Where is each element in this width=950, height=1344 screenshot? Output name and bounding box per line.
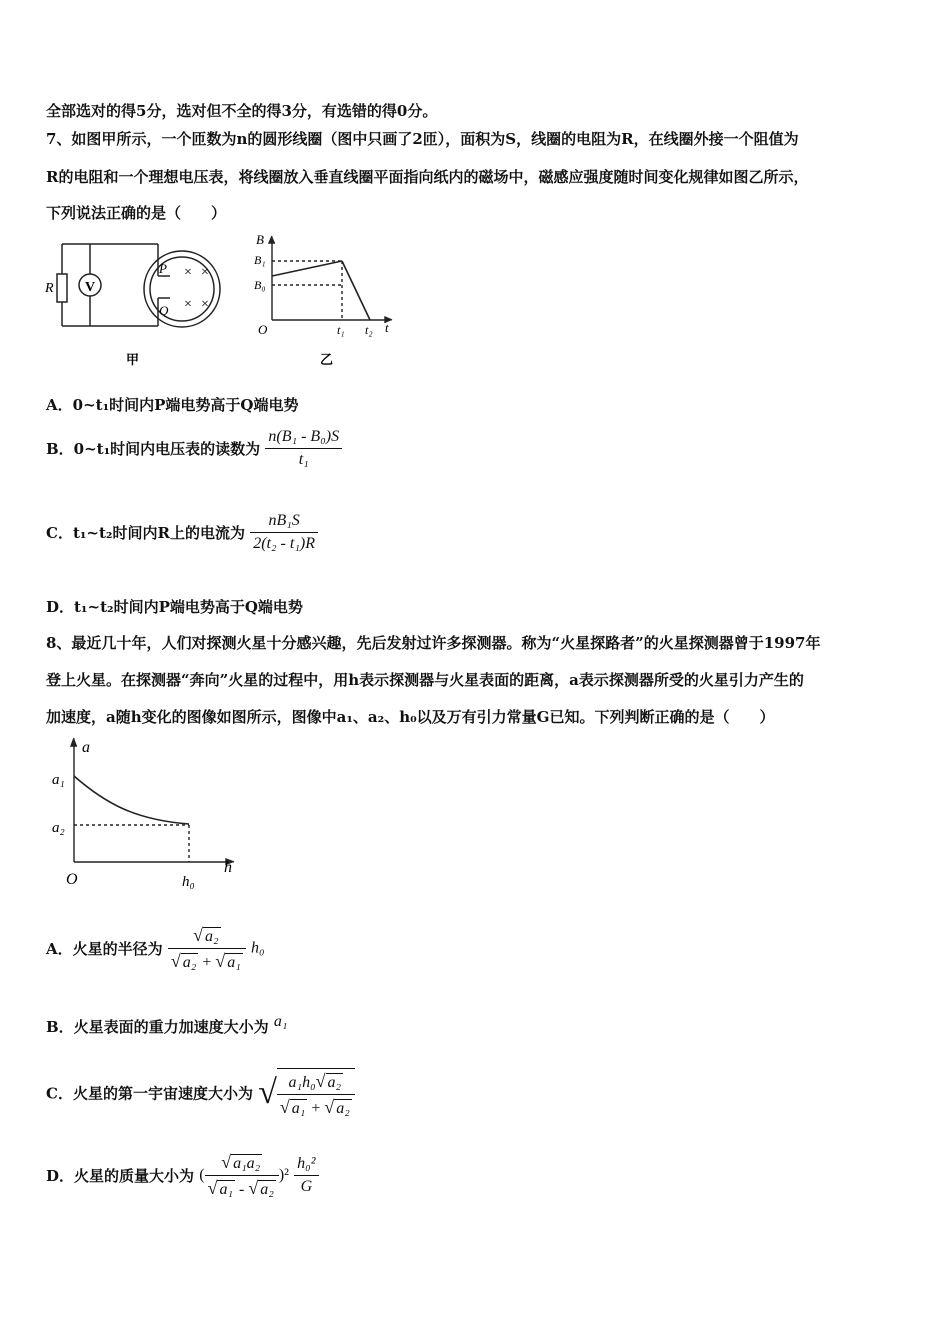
field-cross: × xyxy=(184,265,192,280)
fraction-numerator: h₀² xyxy=(294,1155,318,1176)
q8-option-d-text: D．火星的质量大小为 xyxy=(46,1167,195,1185)
fraction-denominator: 2(t₂ - t₁)R xyxy=(253,535,315,552)
radicand: a₂ xyxy=(260,1181,274,1198)
q8-option-a-fraction xyxy=(168,925,246,972)
q8-figure-graph xyxy=(46,734,246,894)
q8-line1: 8、最近几十年，人们对探测火星十分感兴趣，先后发射过许多探测器。称为“火星探路者”的火星探测器曾于1997年 xyxy=(46,634,821,652)
open-paren: ( xyxy=(199,1166,205,1184)
fraction-denominator: G xyxy=(300,1178,313,1195)
axis-label-t: t xyxy=(385,320,389,335)
q7-option-d: D．t₁~t₂时间内P端电势高于Q端电势 xyxy=(46,598,303,616)
q8-option-c-text: C．火星的第一宇宙速度大小为 xyxy=(46,1084,253,1103)
radicand: a₂ xyxy=(327,1074,342,1091)
radicand: a₁a₂ xyxy=(233,1155,261,1172)
axis-label-h: h xyxy=(224,859,232,876)
q8-option-a-tail: h₀ xyxy=(251,939,265,957)
plus-sign: + xyxy=(311,1100,321,1117)
q8-line3: 加速度，a随h变化的图像如图所示，图像中a₁、a₂、h₀以及万有引力常量G已知。下列判断正确的是（ ） xyxy=(46,708,775,726)
tick-label-t2: t₂ xyxy=(365,323,373,337)
figure-b-caption: 乙 xyxy=(320,352,334,367)
fraction-numerator: n(B₁ - B₀)S xyxy=(265,428,342,449)
tick-label-h0: h₀ xyxy=(182,874,195,890)
q7-figure-circuit xyxy=(40,236,240,371)
label-R: R xyxy=(45,281,54,296)
field-cross: × xyxy=(201,297,209,312)
resistor-symbol xyxy=(57,274,67,302)
q7-option-b-text: B．0~t₁时间内电压表的读数为 xyxy=(46,440,261,458)
fraction-denominator: √ a₁ + √ a₂ xyxy=(279,1097,350,1117)
close-paren-squared: )² xyxy=(278,1166,289,1184)
label-V: V xyxy=(85,280,96,295)
fraction-denominator: √ a₁ - √ a₂ xyxy=(207,1178,274,1198)
q7-option-a: A．0~t₁时间内P端电势高于Q端电势 xyxy=(46,396,299,414)
tick-label-a2: a₂ xyxy=(52,820,65,836)
b-line-rise xyxy=(272,261,342,276)
q8-option-a xyxy=(46,925,265,972)
q7-option-b xyxy=(46,428,342,469)
radicand: a₁ xyxy=(291,1100,306,1117)
q8-option-a-text: A．火星的半径为 xyxy=(46,940,163,958)
q8-line2: 登上火星。在探测器“奔向”火星的过程中，用h表示探测器与火星表面的距离，a表示探测器所受的火星引力产生的 xyxy=(46,671,804,689)
q7-line2: R的电阻和一个理想电压表，将线圈放入垂直线圈平面指向纸内的磁场中，磁感应强度随时间变化规律如图乙所示， xyxy=(46,168,809,186)
axis-label-B: B xyxy=(256,232,264,247)
intro-line: 全部选对的得5分，选对但不全的得3分，有选错的得0分。 xyxy=(46,102,438,120)
radicand: a₁ xyxy=(219,1181,234,1198)
q7-option-c-fraction xyxy=(250,512,318,553)
origin-label: O xyxy=(66,871,78,888)
fraction-numerator: √ a₁a₂ xyxy=(205,1152,279,1176)
radicand: a₁ xyxy=(227,954,241,971)
q7-option-c-text: C．t₁~t₂时间内R上的电流为 xyxy=(46,524,245,542)
field-cross: × xyxy=(201,265,209,280)
q8-option-b-text: B．火星表面的重力加速度大小为 xyxy=(46,1018,269,1036)
figure-a-caption: 甲 xyxy=(126,352,140,367)
q7-option-b-fraction xyxy=(265,428,342,469)
outer-sqrt-sign: √ xyxy=(258,1074,277,1111)
q8-option-b-value: a₁ xyxy=(273,1013,288,1030)
q7-line1: 7、如图甲所示，一个匝数为n的圆形线圈（图中只画了2匝），面积为S，线圈的电阻为R，在线圈外接一个阻值为 xyxy=(46,130,799,148)
q8-option-c-fraction xyxy=(277,1068,355,1118)
tick-label-B1: B₁ xyxy=(254,253,266,267)
label-Q: Q xyxy=(159,303,169,318)
numerator-factor: a₁h₀ xyxy=(288,1074,316,1091)
radicand: a₂ xyxy=(182,954,197,971)
origin-label: O xyxy=(258,322,268,337)
q7-line3: 下列说法正确的是（ ） xyxy=(46,204,227,222)
a-h-curve xyxy=(74,776,189,824)
fraction-numerator: nB₁S xyxy=(250,512,318,533)
minus-sign: - xyxy=(239,1181,245,1198)
b-line-fall xyxy=(342,261,370,320)
fraction-numerator: a₁h₀√ a₂ xyxy=(277,1071,355,1095)
label-P: P xyxy=(159,261,167,276)
tick-label-B0: B₀ xyxy=(254,278,266,292)
radicand: a₂ xyxy=(336,1100,350,1117)
q7-option-c xyxy=(46,512,318,553)
axis-label-a: a xyxy=(82,739,90,756)
tick-label-t1: t₁ xyxy=(337,323,345,337)
tick-label-a1: a₁ xyxy=(52,772,65,788)
q8-option-d-fraction2 xyxy=(294,1155,318,1196)
radicand: a₂ xyxy=(205,928,219,945)
fraction-numerator: √ a₂ xyxy=(168,925,246,949)
fraction-denominator: √ a₂ + √ a₁ xyxy=(170,951,241,971)
q8-option-d xyxy=(46,1152,319,1199)
fraction-denominator: t₁ xyxy=(298,451,309,468)
q7-figure-graph xyxy=(252,232,402,372)
q8-option-b xyxy=(46,1013,288,1037)
q8-option-c xyxy=(46,1068,355,1118)
field-cross: × xyxy=(184,297,192,312)
q8-option-d-fraction xyxy=(205,1152,279,1199)
plus-sign: + xyxy=(202,954,212,971)
